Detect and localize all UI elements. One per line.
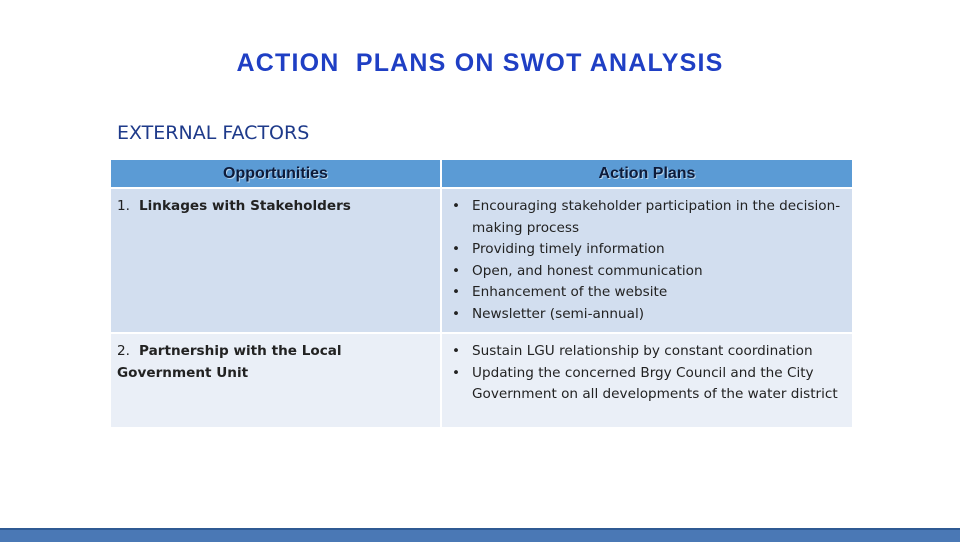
action-text: Providing timely information: [472, 241, 665, 257]
swot-action-table: [109, 158, 854, 429]
bullet-icon: •: [452, 241, 461, 257]
opportunity-text: Linkages with Stakeholders: [138, 198, 351, 214]
action-text: Newsletter (semi-annual): [472, 305, 645, 322]
action-text: Open, and honest communication: [472, 262, 703, 279]
header-action-plans: Action Plans: [441, 159, 853, 188]
table-row: [110, 333, 853, 428]
action-text: Enhancement of the website: [472, 284, 668, 300]
header-opportunities: Opportunities: [110, 159, 441, 188]
section-heading: EXTERNAL FACTORS: [117, 122, 310, 144]
opportunity-text: Partnership with the Local Government Unit: [117, 343, 342, 381]
table-header-row: [110, 159, 853, 188]
bullet-icon: •: [452, 364, 461, 381]
action-list: [448, 341, 846, 406]
list-item: [448, 239, 846, 261]
list-item: [448, 261, 846, 283]
bullet-icon: •: [452, 305, 461, 322]
action-list: [448, 196, 846, 325]
list-item: [448, 196, 846, 239]
bullet-icon: •: [452, 343, 461, 359]
action-text: Updating the concerned Brgy Council and the City Government on all developments of the water district: [472, 364, 838, 402]
list-item: [448, 282, 846, 304]
action-text: Encouraging stakeholder participation in the decision-making process: [472, 198, 841, 236]
opportunity-cell: [110, 333, 441, 428]
action-plans-cell: [441, 188, 853, 333]
bullet-icon: •: [452, 198, 461, 214]
list-item: [448, 304, 846, 326]
row-number: 1.: [117, 198, 130, 214]
opportunity-cell: [110, 188, 441, 333]
row-number: 2.: [117, 343, 130, 359]
bullet-icon: •: [452, 284, 461, 300]
slide-title: ACTION PLANS ON SWOT ANALYSIS: [236, 49, 724, 77]
action-text: Sustain LGU relationship by constant coordination: [472, 343, 813, 359]
table-row: [110, 188, 853, 333]
list-item: [448, 341, 846, 363]
bullet-icon: •: [452, 262, 461, 279]
action-plans-cell: [441, 333, 853, 428]
list-item: [448, 363, 846, 406]
